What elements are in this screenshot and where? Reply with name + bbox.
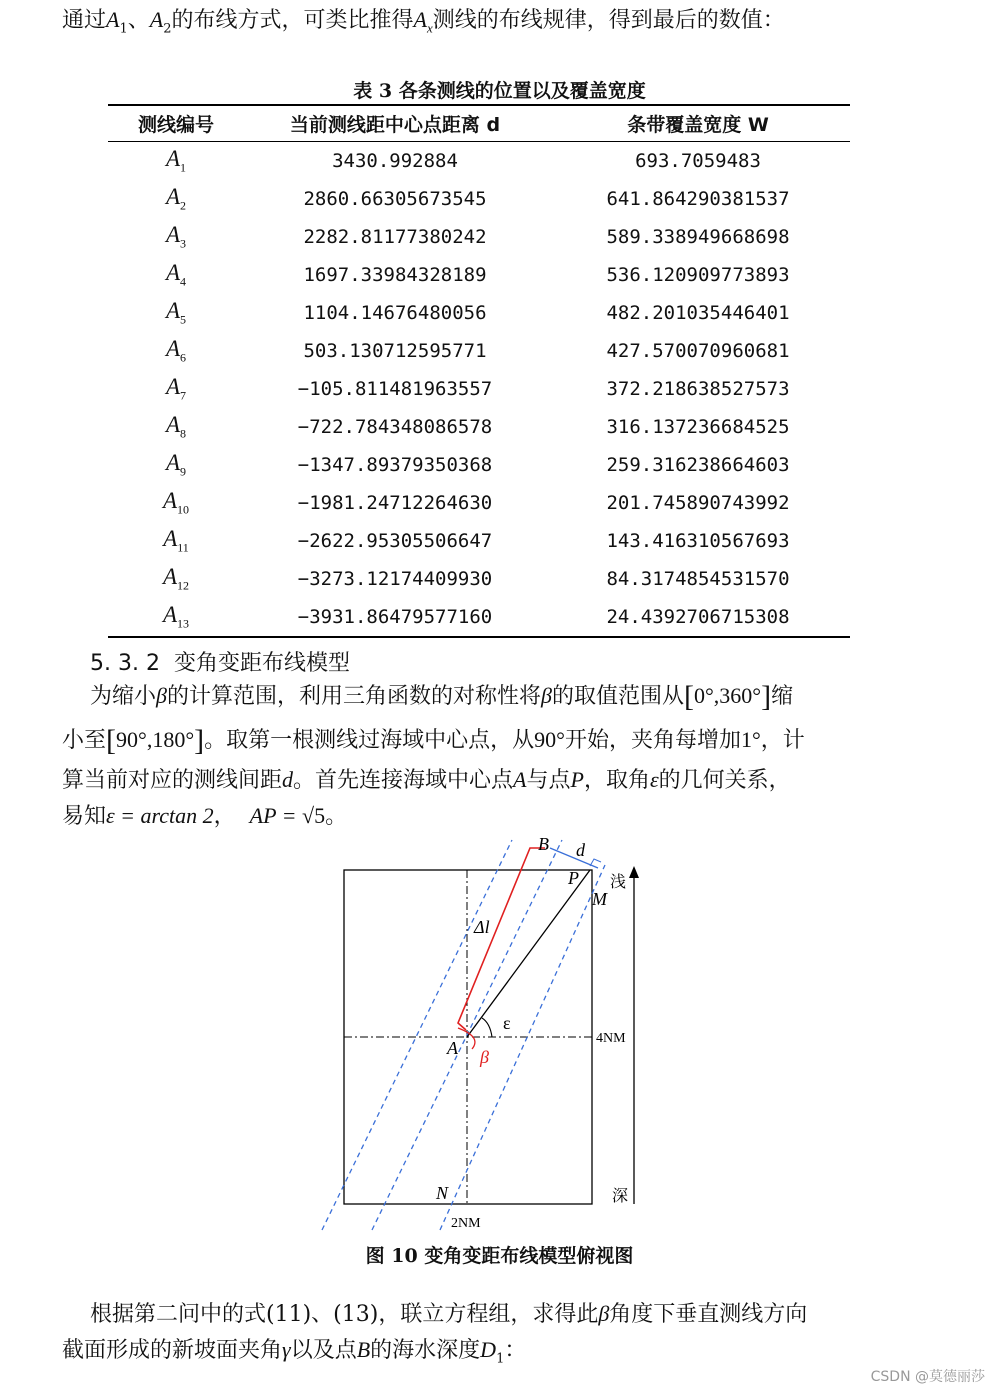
line-label: $A_{11}$	[163, 526, 189, 555]
range-reduced: 90°,180°	[116, 727, 195, 752]
survey-line-table	[108, 104, 850, 638]
p1-text: ，计	[760, 728, 805, 753]
p2-text: 角度下垂直测线方向	[609, 1302, 808, 1327]
section-title: 变角变距布线模型	[173, 651, 350, 676]
width-cell: 84.3174854531570	[606, 568, 790, 590]
line-label: $A_8$	[165, 412, 187, 441]
distance-cell: −105.811481963557	[297, 378, 493, 400]
distance-cell: 3430.992884	[332, 150, 458, 172]
width-cell: 316.137236684525	[606, 416, 790, 438]
intro-ax: A	[413, 7, 427, 32]
label-p: P	[568, 868, 579, 888]
line-label: $A_{12}$	[162, 564, 190, 593]
distance-cell: 1104.14676480056	[303, 302, 487, 324]
label-b: B	[538, 834, 549, 854]
para1-line3	[62, 764, 791, 797]
watermark: CSDN @莫德丽莎	[870, 1369, 985, 1385]
beta-symbol: β	[598, 1301, 610, 1326]
width-cell: 536.120909773893	[606, 264, 790, 286]
label-beta: β	[480, 1047, 489, 1067]
p2-text: ：	[504, 1338, 527, 1363]
line-label: $A_9$	[165, 450, 187, 479]
distance-cell: −3273.12174409930	[297, 568, 493, 590]
table-row	[108, 522, 850, 560]
header-line-id: 测线编号	[108, 105, 244, 142]
p1-text: 。取第一根测线过海域中心点，从	[204, 728, 535, 753]
section-number: 5. 3. 2	[90, 651, 160, 676]
line-label: $A_2$	[165, 184, 187, 213]
depth-arrow-head	[629, 866, 639, 878]
table-header-row	[108, 105, 850, 142]
intro-a1-sub: 1	[119, 21, 128, 37]
bracket-open: [	[106, 724, 117, 757]
delta-l-path	[458, 848, 545, 1030]
p2-text: 截面形成的新坡面夹角	[62, 1338, 283, 1363]
para1-line1	[90, 680, 793, 713]
b-symbol: B	[356, 1337, 371, 1362]
bracket-open: [	[683, 680, 694, 713]
distance-cell: 1697.33984328189	[303, 264, 487, 286]
para2-line2	[62, 1334, 526, 1375]
d1-sub: 1	[496, 1351, 505, 1367]
line-label: $A_5$	[165, 298, 187, 327]
distance-cell: −1347.89379350368	[297, 454, 493, 476]
intro-a1: A	[106, 7, 120, 32]
header-width: 条带覆盖宽度 W	[546, 105, 850, 142]
width-cell: 143.416310567693	[606, 530, 790, 552]
gamma-symbol: γ	[282, 1337, 291, 1362]
line-label: $A_7$	[165, 374, 187, 403]
d-symbol: d	[282, 767, 294, 792]
label-delta-l: Δl	[474, 917, 490, 937]
beta-arc	[458, 1028, 475, 1049]
p1-text: 为缩小	[90, 684, 157, 709]
width-cell: 427.570070960681	[606, 340, 790, 362]
intro-text-2: 的布线方式，可类比推得	[171, 8, 414, 33]
eq-ap: AP =	[249, 803, 302, 828]
label-4nm: 4NM	[596, 1031, 626, 1046]
label-n: N	[436, 1183, 449, 1203]
table-row	[108, 256, 850, 294]
range-full: 0°,360°	[693, 683, 762, 708]
width-cell: 372.218638527573	[606, 378, 790, 400]
beta-symbol: β	[156, 683, 167, 708]
table-row	[108, 332, 850, 370]
table-row	[108, 180, 850, 218]
label-deep: 深	[612, 1188, 629, 1205]
distance-cell: −1981.24712264630	[297, 492, 493, 514]
p1-text: 。首先连接海域中心点	[293, 768, 514, 793]
eq-eps: ε = arctan 2	[106, 803, 214, 828]
p1-text: 易知	[62, 804, 107, 829]
label-a: A	[447, 1038, 458, 1058]
table-row	[108, 560, 850, 598]
para2-line1	[90, 1298, 807, 1331]
width-cell: 201.745890743992	[606, 492, 790, 514]
distance-cell: 503.130712595771	[303, 340, 487, 362]
distance-cell: 2860.66305673545	[303, 188, 487, 210]
p1-text: 与点	[526, 768, 571, 793]
para1-line4	[62, 800, 347, 833]
sqrt5: √5	[302, 803, 326, 828]
survey-line-left	[322, 840, 512, 1230]
epsilon-arc	[482, 1018, 492, 1037]
line-label: $A_{13}$	[108, 598, 244, 637]
intro-a2-sub: 2	[163, 21, 172, 37]
a-symbol: A	[513, 767, 527, 792]
p-symbol: P	[570, 767, 584, 792]
intro-paragraph	[62, 4, 785, 45]
deg-1: 1°	[740, 727, 761, 752]
header-distance: 当前测线距中心点距离 d	[244, 105, 546, 142]
section-heading	[90, 646, 350, 677]
intro-a2: A	[149, 7, 164, 32]
p1-text: 开始，夹角每增加	[564, 728, 741, 753]
bracket-close: ]	[761, 680, 772, 713]
line-label: $A_1$	[165, 146, 187, 175]
layout-diagram	[0, 830, 999, 1240]
distance-cell: −722.784348086578	[297, 416, 493, 438]
table-row	[108, 370, 850, 408]
d1-symbol: D	[480, 1337, 497, 1362]
label-d: d	[576, 840, 585, 860]
width-cell: 641.864290381537	[606, 188, 790, 210]
width-cell: 693.7059483	[635, 150, 761, 172]
table-row	[108, 294, 850, 332]
eps-symbol: ε	[649, 767, 659, 792]
table-caption: 表 3 各条测线的位置以及覆盖宽度	[353, 80, 646, 102]
line-label: $A_{10}$	[162, 488, 190, 517]
deg-90: 90°	[534, 727, 565, 752]
table-row	[108, 484, 850, 522]
width-cell: 589.338949668698	[606, 226, 790, 248]
table-row	[108, 598, 850, 637]
width-cell: 24.4392706715308	[546, 598, 850, 637]
bracket-close: ]	[194, 724, 205, 757]
beta-symbol: β	[541, 683, 552, 708]
distance-cell: −3931.86479577160	[244, 598, 546, 637]
label-shallow: 浅	[610, 874, 627, 891]
p2-text: 的海水深度	[370, 1338, 481, 1363]
p1-text: 的计算范围，利用三角函数的对称性将	[166, 684, 541, 709]
figure-caption: 图 10 变角变距布线模型俯视图	[365, 1245, 634, 1267]
width-cell: 259.316238664603	[606, 454, 790, 476]
p1-text: 的取值范围从	[551, 684, 684, 709]
distance-cell: 2282.81177380242	[303, 226, 487, 248]
distance-cell: −2622.95305506647	[297, 530, 493, 552]
intro-ax-sub: x	[426, 20, 433, 36]
line-label: $A_4$	[165, 260, 187, 289]
line-label: $A_3$	[165, 222, 187, 251]
table-row	[108, 408, 850, 446]
p1-text: ，	[213, 804, 236, 829]
line-label: $A_6$	[165, 336, 187, 365]
p1-text: 缩	[771, 684, 794, 709]
table-row	[108, 218, 850, 256]
intro-text-3: 测线的布线规律，得到最后的数值：	[432, 8, 785, 33]
width-cell: 482.201035446401	[606, 302, 790, 324]
intro-sep: 、	[127, 8, 150, 33]
para1-line2	[62, 724, 805, 757]
label-m: M	[592, 889, 607, 909]
p2-text: 以及点	[290, 1338, 357, 1363]
p1-text: 小至	[62, 728, 107, 753]
p2-text: 根据第二问中的式(11)、(13)，联立方程组，求得此	[90, 1302, 599, 1327]
p1-text: 。	[325, 804, 348, 829]
table-row	[108, 446, 850, 484]
p1-text: 的几何关系，	[658, 768, 791, 793]
label-eps: ε	[503, 1013, 511, 1033]
label-2nm: 2NM	[451, 1216, 481, 1231]
p1-text: 算当前对应的测线间距	[62, 768, 283, 793]
intro-text-1: 通过	[62, 8, 107, 33]
p1-text: ，取角	[583, 768, 650, 793]
table-row	[108, 142, 850, 181]
